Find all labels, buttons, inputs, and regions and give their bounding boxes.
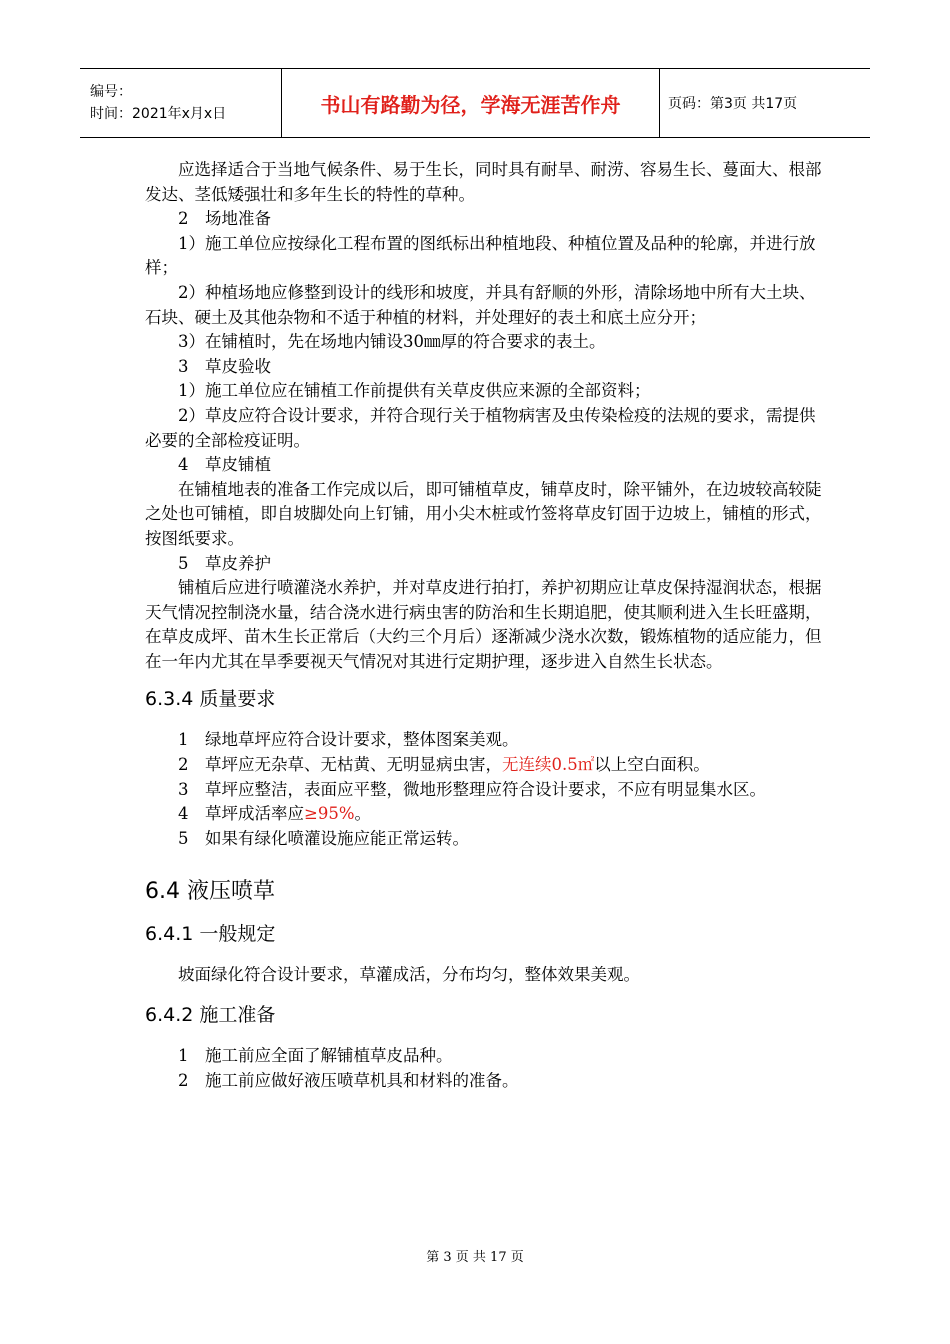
document-body xyxy=(145,158,825,1093)
list-item: 2 施工前应做好液压喷草机具和材料的准备。 xyxy=(178,1070,519,1090)
item-text: 4 草坪成活率应 xyxy=(178,804,304,824)
paragraph: 2）种植场地应修整到设计的线形和坡度，并具有舒顺的外形，清除场地中所有大土块、石块、硬土及其他杂物和不适于种植的材料，并处理好的表土和底土应分开； xyxy=(145,282,816,327)
section-heading-641: 6.4.1 一般规定 xyxy=(145,923,276,946)
list-item xyxy=(145,753,825,778)
paragraph: 1）施工单位应按绿化工程布置的图纸标出种植地段、种植位置及品种的轮廓，并进行放样； xyxy=(145,233,816,278)
paragraph: 在铺植地表的准备工作完成以后，即可铺植草皮，铺草皮时，除平铺外，在边坡较高较陡之处也可铺植，即自坡脚处向上钉铺，用小尖木桩或竹签将草皮钉固于边坡上，铺植的形式，按图纸要求。 xyxy=(145,479,822,548)
section-heading-642: 6.4.2 施工准备 xyxy=(145,1004,276,1027)
highlight-text: 无连续0.5㎡ xyxy=(502,755,595,775)
section-heading-634: 6.3.4 质量要求 xyxy=(145,688,276,711)
page-header xyxy=(80,68,870,138)
header-meta xyxy=(80,69,282,137)
doc-number-label: 编号： xyxy=(90,84,132,100)
item-text: 2 草坪应无杂草、无枯黄、无明显病虫害， xyxy=(178,755,502,775)
paragraph: 3）在铺植时，先在场地内铺设30㎜厚的符合要求的表土。 xyxy=(178,332,606,352)
subheading: 3 草皮验收 xyxy=(178,356,271,376)
paragraph: 1）施工单位应在铺植工作前提供有关草皮供应来源的全部资料； xyxy=(178,381,651,401)
header-page-info: 页码：第3页 共17页 xyxy=(668,96,798,112)
subheading: 2 场地准备 xyxy=(178,209,271,229)
list-item: 3 草坪应整洁，表面应平整，微地形整理应符合设计要求，不应有明显集水区。 xyxy=(178,779,766,799)
list-item: 1 绿地草坪应符合设计要求，整体图案美观。 xyxy=(178,730,519,750)
list-item xyxy=(145,802,825,827)
paragraph: 应选择适合于当地气候条件、易于生长，同时具有耐旱、耐涝、容易生长、蔓面大、根部发达、茎低矮强壮和多年生长的特性的草种。 xyxy=(145,160,822,204)
section-heading-64: 6.4 液压喷草 xyxy=(145,879,275,905)
list-item: 5 如果有绿化喷灌设施应能正常运转。 xyxy=(178,828,469,848)
doc-date: 时间：2021年x月x日 xyxy=(90,106,227,122)
paragraph: 2）草皮应符合设计要求，并符合现行关于植物病害及虫传染检疫的法规的要求，需提供必要的全部检疫证明。 xyxy=(145,405,816,450)
paragraph: 铺植后应进行喷灌浇水养护，并对草皮进行拍打，养护初期应让草皮保持湿润状态，根据天气情况控制浇水量，结合浇水进行病虫害的防治和生长期追肥，使其顺利进入生长旺盛期，在草皮成坪、苗木生长正常后（大约三个月后）逐渐减少浇水次数，锻炼植物的适应能力，但在一年内尤其在旱季要视天气情况对其进行定期护理，逐步进入自然生长状态。 xyxy=(145,578,822,671)
paragraph: 坡面绿化符合设计要求，草灌成活，分布均匀，整体效果美观。 xyxy=(178,965,640,985)
page-footer: 第 3 页 共 17 页 xyxy=(426,1250,524,1265)
item-text: 。 xyxy=(354,804,371,824)
list-item: 1 施工前应全面了解铺植草皮品种。 xyxy=(178,1046,453,1066)
subheading: 4 草皮铺植 xyxy=(178,455,271,475)
header-motto: 书山有路勤为径，学海无涯苦作舟 xyxy=(282,69,660,137)
item-text: 以上空白面积。 xyxy=(594,755,710,775)
highlight-text: ≥95% xyxy=(304,804,355,824)
subheading: 5 草皮养护 xyxy=(178,553,271,573)
